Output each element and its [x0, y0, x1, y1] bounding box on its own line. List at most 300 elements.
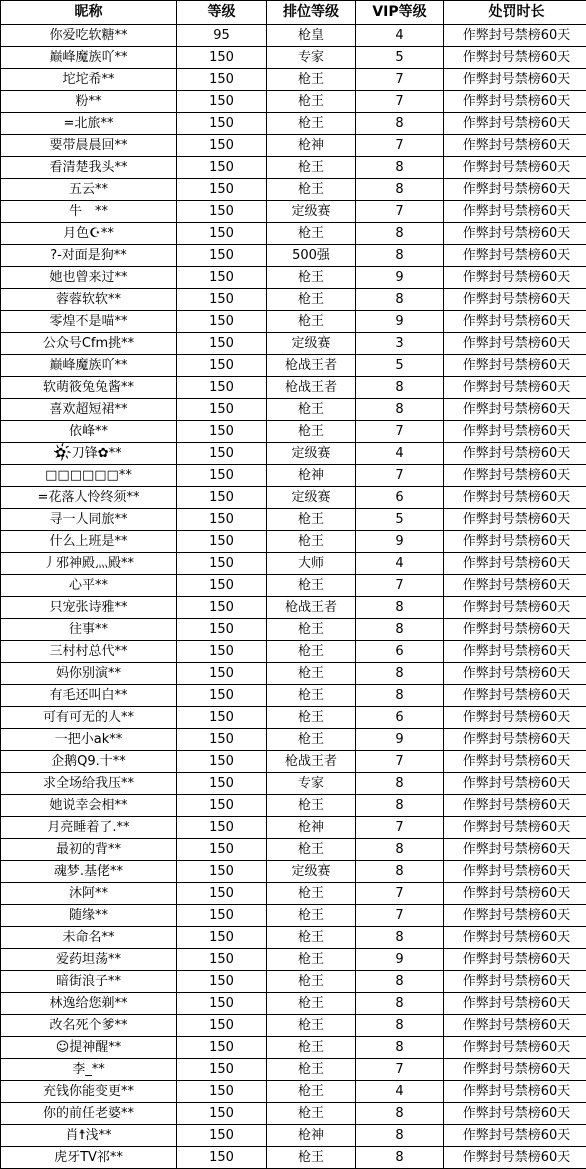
nickname-cell: 坨坨希** — [1, 69, 177, 91]
level-cell: 150 — [177, 773, 267, 795]
vip-level-cell: 8 — [356, 1125, 444, 1147]
nickname-cell: 粉** — [1, 91, 177, 113]
nickname-cell: 她也曾来过** — [1, 267, 177, 289]
nickname-cell: 只宠张诗雅** — [1, 597, 177, 619]
penalty-cell: 作弊封号禁榜60天 — [444, 707, 586, 729]
nickname-cell: 丿邪神殿灬殿** — [1, 553, 177, 575]
rank-level-cell: 枪王 — [267, 641, 356, 663]
level-cell: 150 — [177, 1125, 267, 1147]
level-cell: 150 — [177, 795, 267, 817]
rank-level-cell: 枪王 — [267, 1015, 356, 1037]
rank-level-cell: 枪战王者 — [267, 751, 356, 773]
table-row — [1, 289, 586, 311]
table-row — [1, 91, 586, 113]
vip-level-cell: 7 — [356, 905, 444, 927]
nickname-cell: =花落人怜终须** — [1, 487, 177, 509]
level-cell: 150 — [177, 861, 267, 883]
level-cell: 150 — [177, 157, 267, 179]
rank-level-cell: 枪王 — [267, 883, 356, 905]
penalty-cell: 作弊封号禁榜60天 — [444, 927, 586, 949]
rank-level-cell: 枪王 — [267, 223, 356, 245]
nickname-cell: 牛 ** — [1, 201, 177, 223]
nickname-cell: 月亮睡着了.** — [1, 817, 177, 839]
level-cell: 150 — [177, 333, 267, 355]
nickname-cell: 可有可无的人** — [1, 707, 177, 729]
nickname-cell: ✿҉刀锋✿** — [1, 443, 177, 465]
header-rank-level: 排位等级 — [267, 1, 356, 25]
level-cell: 150 — [177, 575, 267, 597]
nickname-cell: 公众号Cfm挑** — [1, 333, 177, 355]
level-cell: 150 — [177, 179, 267, 201]
level-cell: 150 — [177, 1015, 267, 1037]
level-cell: 150 — [177, 1147, 267, 1169]
nickname-cell: 她说幸会相** — [1, 795, 177, 817]
table-row — [1, 949, 586, 971]
nickname-cell: 改名死个爹** — [1, 1015, 177, 1037]
table-row — [1, 355, 586, 377]
table-row — [1, 905, 586, 927]
rank-level-cell: 枪王 — [267, 179, 356, 201]
vip-level-cell: 6 — [356, 707, 444, 729]
nickname-cell: 你的前任老婆** — [1, 1103, 177, 1125]
table-row — [1, 795, 586, 817]
level-cell: 150 — [177, 619, 267, 641]
level-cell: 150 — [177, 421, 267, 443]
nickname-cell: 看清楚我头** — [1, 157, 177, 179]
vip-level-cell: 4 — [356, 553, 444, 575]
table-row — [1, 927, 586, 949]
penalty-cell: 作弊封号禁榜60天 — [444, 267, 586, 289]
table-row — [1, 1125, 586, 1147]
rank-level-cell: 枪王 — [267, 839, 356, 861]
table-row — [1, 817, 586, 839]
rank-level-cell: 枪王 — [267, 927, 356, 949]
nickname-cell: 蓉蓉软软** — [1, 289, 177, 311]
level-cell: 150 — [177, 443, 267, 465]
vip-level-cell: 9 — [356, 729, 444, 751]
table-row — [1, 201, 586, 223]
level-cell: 150 — [177, 135, 267, 157]
table-row — [1, 135, 586, 157]
header-vip-level: VIP等级 — [356, 1, 444, 25]
nickname-cell: 充钱你能变更** — [1, 1081, 177, 1103]
rank-level-cell: 枪王 — [267, 1147, 356, 1169]
table-row — [1, 751, 586, 773]
level-cell: 150 — [177, 641, 267, 663]
nickname-cell: 沐阿** — [1, 883, 177, 905]
penalty-cell: 作弊封号禁榜60天 — [444, 1125, 586, 1147]
rank-level-cell: 枪王 — [267, 113, 356, 135]
header-nickname: 昵称 — [1, 1, 177, 25]
penalty-cell: 作弊封号禁榜60天 — [444, 861, 586, 883]
rank-level-cell: 定级赛 — [267, 333, 356, 355]
vip-level-cell: 7 — [356, 751, 444, 773]
nickname-cell: 妈你别演** — [1, 663, 177, 685]
penalty-cell: 作弊封号禁榜60天 — [444, 47, 586, 69]
rank-level-cell: 枪王 — [267, 289, 356, 311]
level-cell: 150 — [177, 1059, 267, 1081]
level-cell: 150 — [177, 927, 267, 949]
penalty-cell: 作弊封号禁榜60天 — [444, 69, 586, 91]
rank-level-cell: 定级赛 — [267, 201, 356, 223]
penalty-cell: 作弊封号禁榜60天 — [444, 113, 586, 135]
table-row — [1, 487, 586, 509]
table-row — [1, 179, 586, 201]
rank-level-cell: 枪神 — [267, 1125, 356, 1147]
table-row — [1, 685, 586, 707]
header-row — [1, 1, 586, 25]
level-cell: 150 — [177, 69, 267, 91]
level-cell: 150 — [177, 817, 267, 839]
vip-level-cell: 8 — [356, 993, 444, 1015]
nickname-cell: 一把小ak** — [1, 729, 177, 751]
nickname-cell: ☺提神醒** — [1, 1037, 177, 1059]
nickname-cell: 巅峰魔族吖** — [1, 355, 177, 377]
nickname-cell: 往事** — [1, 619, 177, 641]
table-row — [1, 157, 586, 179]
level-cell: 150 — [177, 223, 267, 245]
table-row — [1, 47, 586, 69]
table-row — [1, 729, 586, 751]
penalty-cell: 作弊封号禁榜60天 — [444, 245, 586, 267]
penalty-cell: 作弊封号禁榜60天 — [444, 795, 586, 817]
vip-level-cell: 8 — [356, 619, 444, 641]
vip-level-cell: 7 — [356, 91, 444, 113]
level-cell: 150 — [177, 597, 267, 619]
vip-level-cell: 7 — [356, 883, 444, 905]
rank-level-cell: 定级赛 — [267, 443, 356, 465]
penalty-cell: 作弊封号禁榜60天 — [444, 817, 586, 839]
penalty-cell: 作弊封号禁榜60天 — [444, 25, 586, 47]
table-row — [1, 839, 586, 861]
vip-level-cell: 6 — [356, 487, 444, 509]
table-row — [1, 619, 586, 641]
level-cell: 150 — [177, 883, 267, 905]
level-cell: 150 — [177, 355, 267, 377]
penalty-cell: 作弊封号禁榜60天 — [444, 91, 586, 113]
table-row — [1, 113, 586, 135]
nickname-cell: 爱药坦荡** — [1, 949, 177, 971]
level-cell: 150 — [177, 1103, 267, 1125]
rank-level-cell: 枪神 — [267, 817, 356, 839]
table-row — [1, 993, 586, 1015]
rank-level-cell: 枪王 — [267, 1059, 356, 1081]
level-cell: 150 — [177, 509, 267, 531]
vip-level-cell: 7 — [356, 135, 444, 157]
rank-level-cell: 枪战王者 — [267, 377, 356, 399]
rank-level-cell: 枪王 — [267, 971, 356, 993]
penalty-cell: 作弊封号禁榜60天 — [444, 399, 586, 421]
penalty-cell: 作弊封号禁榜60天 — [444, 751, 586, 773]
level-cell: 150 — [177, 1081, 267, 1103]
table-row — [1, 861, 586, 883]
nickname-cell: 虎牙TV祁** — [1, 1147, 177, 1169]
nickname-cell: 什么上班是** — [1, 531, 177, 553]
level-cell: 150 — [177, 751, 267, 773]
penalty-cell: 作弊封号禁榜60天 — [444, 1081, 586, 1103]
penalty-cell: 作弊封号禁榜60天 — [444, 333, 586, 355]
vip-level-cell: 7 — [356, 817, 444, 839]
nickname-cell: □□□□□□** — [1, 465, 177, 487]
penalty-cell: 作弊封号禁榜60天 — [444, 157, 586, 179]
rank-level-cell: 专家 — [267, 47, 356, 69]
vip-level-cell: 8 — [356, 1147, 444, 1169]
table-row — [1, 883, 586, 905]
rank-level-cell: 枪王 — [267, 575, 356, 597]
rank-level-cell: 500强 — [267, 245, 356, 267]
penalty-cell: 作弊封号禁榜60天 — [444, 883, 586, 905]
level-cell: 150 — [177, 267, 267, 289]
vip-level-cell: 8 — [356, 927, 444, 949]
rank-level-cell: 枪王 — [267, 729, 356, 751]
penalty-cell: 作弊封号禁榜60天 — [444, 971, 586, 993]
penalty-cell: 作弊封号禁榜60天 — [444, 685, 586, 707]
rank-level-cell: 枪王 — [267, 531, 356, 553]
level-cell: 150 — [177, 949, 267, 971]
table-row — [1, 1103, 586, 1125]
vip-level-cell: 7 — [356, 201, 444, 223]
nickname-cell: 你爱吃软糖** — [1, 25, 177, 47]
vip-level-cell: 8 — [356, 663, 444, 685]
penalty-cell: 作弊封号禁榜60天 — [444, 597, 586, 619]
table-row — [1, 311, 586, 333]
vip-level-cell: 6 — [356, 641, 444, 663]
vip-level-cell: 8 — [356, 223, 444, 245]
vip-level-cell: 8 — [356, 685, 444, 707]
penalty-cell: 作弊封号禁榜60天 — [444, 179, 586, 201]
nickname-cell: 肖☨浅** — [1, 1125, 177, 1147]
rank-level-cell: 枪战王者 — [267, 355, 356, 377]
rank-level-cell: 枪王 — [267, 685, 356, 707]
penalty-cell: 作弊封号禁榜60天 — [444, 1103, 586, 1125]
vip-level-cell: 5 — [356, 509, 444, 531]
vip-level-cell: 8 — [356, 289, 444, 311]
level-cell: 150 — [177, 993, 267, 1015]
rank-level-cell: 枪皇 — [267, 25, 356, 47]
vip-level-cell: 9 — [356, 267, 444, 289]
level-cell: 150 — [177, 729, 267, 751]
rank-level-cell: 枪神 — [267, 465, 356, 487]
nickname-cell: 最初的背** — [1, 839, 177, 861]
level-cell: 150 — [177, 465, 267, 487]
level-cell: 150 — [177, 399, 267, 421]
table-row — [1, 267, 586, 289]
nickname-cell: 寻一人同旅** — [1, 509, 177, 531]
level-cell: 150 — [177, 91, 267, 113]
rank-level-cell: 枪战王者 — [267, 597, 356, 619]
nickname-cell: =北旅** — [1, 113, 177, 135]
penalty-cell: 作弊封号禁榜60天 — [444, 729, 586, 751]
vip-level-cell: 8 — [356, 839, 444, 861]
level-cell: 150 — [177, 707, 267, 729]
table-row — [1, 399, 586, 421]
rank-level-cell: 枪神 — [267, 135, 356, 157]
header-penalty-duration: 处罚时长 — [444, 1, 586, 25]
nickname-cell: ?-对面是狗** — [1, 245, 177, 267]
rank-level-cell: 枪王 — [267, 663, 356, 685]
vip-level-cell: 5 — [356, 355, 444, 377]
rank-level-cell: 枪王 — [267, 157, 356, 179]
penalty-cell: 作弊封号禁榜60天 — [444, 531, 586, 553]
table-row — [1, 1147, 586, 1169]
nickname-cell: 五云** — [1, 179, 177, 201]
level-cell: 150 — [177, 531, 267, 553]
vip-level-cell: 8 — [356, 597, 444, 619]
table-row — [1, 1081, 586, 1103]
table-row — [1, 971, 586, 993]
nickname-cell: 依峰** — [1, 421, 177, 443]
penalty-cell: 作弊封号禁榜60天 — [444, 443, 586, 465]
vip-level-cell: 8 — [356, 245, 444, 267]
level-cell: 150 — [177, 113, 267, 135]
table-row — [1, 465, 586, 487]
vip-level-cell: 8 — [356, 1037, 444, 1059]
rank-level-cell: 枪王 — [267, 1081, 356, 1103]
table-row — [1, 69, 586, 91]
vip-level-cell: 9 — [356, 531, 444, 553]
vip-level-cell: 3 — [356, 333, 444, 355]
rank-level-cell: 枪王 — [267, 399, 356, 421]
level-cell: 150 — [177, 553, 267, 575]
rank-level-cell: 大师 — [267, 553, 356, 575]
nickname-cell: 未命名** — [1, 927, 177, 949]
level-cell: 95 — [177, 25, 267, 47]
rank-level-cell: 枪王 — [267, 795, 356, 817]
penalty-cell: 作弊封号禁榜60天 — [444, 465, 586, 487]
penalty-cell: 作弊封号禁榜60天 — [444, 311, 586, 333]
vip-level-cell: 7 — [356, 69, 444, 91]
vip-level-cell: 8 — [356, 1103, 444, 1125]
penalty-cell: 作弊封号禁榜60天 — [444, 509, 586, 531]
vip-level-cell: 8 — [356, 377, 444, 399]
level-cell: 150 — [177, 971, 267, 993]
penalty-cell: 作弊封号禁榜60天 — [444, 377, 586, 399]
penalty-cell: 作弊封号禁榜60天 — [444, 289, 586, 311]
vip-level-cell: 5 — [356, 47, 444, 69]
nickname-cell: 月色☪** — [1, 223, 177, 245]
penalty-cell: 作弊封号禁榜60天 — [444, 201, 586, 223]
penalty-cell: 作弊封号禁榜60天 — [444, 553, 586, 575]
table-row — [1, 597, 586, 619]
table-row — [1, 1037, 586, 1059]
vip-level-cell: 8 — [356, 157, 444, 179]
nickname-cell: 林逸给您剃** — [1, 993, 177, 1015]
level-cell: 150 — [177, 905, 267, 927]
nickname-cell: 要带晨晨回** — [1, 135, 177, 157]
rank-level-cell: 枪王 — [267, 1103, 356, 1125]
level-cell: 150 — [177, 839, 267, 861]
table-row — [1, 663, 586, 685]
rank-level-cell: 枪王 — [267, 707, 356, 729]
nickname-cell: 有毛还叫白** — [1, 685, 177, 707]
penalty-cell: 作弊封号禁榜60天 — [444, 1037, 586, 1059]
penalty-cell: 作弊封号禁榜60天 — [444, 993, 586, 1015]
vip-level-cell: 4 — [356, 25, 444, 47]
vip-level-cell: 7 — [356, 421, 444, 443]
penalty-cell: 作弊封号禁榜60天 — [444, 1015, 586, 1037]
nickname-cell: 三村村总代** — [1, 641, 177, 663]
vip-level-cell: 8 — [356, 773, 444, 795]
vip-level-cell: 7 — [356, 1059, 444, 1081]
vip-level-cell: 4 — [356, 443, 444, 465]
table-row — [1, 553, 586, 575]
nickname-cell: 魂梦.基佬** — [1, 861, 177, 883]
vip-level-cell: 8 — [356, 113, 444, 135]
rank-level-cell: 枪王 — [267, 421, 356, 443]
penalty-cell: 作弊封号禁榜60天 — [444, 619, 586, 641]
vip-level-cell: 7 — [356, 575, 444, 597]
penalty-cell: 作弊封号禁榜60天 — [444, 773, 586, 795]
table-row — [1, 421, 586, 443]
rank-level-cell: 枪王 — [267, 509, 356, 531]
table-row — [1, 707, 586, 729]
rank-level-cell: 枪王 — [267, 91, 356, 113]
table-row — [1, 773, 586, 795]
level-cell: 150 — [177, 311, 267, 333]
vip-level-cell: 8 — [356, 399, 444, 421]
nickname-cell: 李_** — [1, 1059, 177, 1081]
table-row — [1, 223, 586, 245]
rank-level-cell: 枪王 — [267, 993, 356, 1015]
nickname-cell: 零煌不是喵** — [1, 311, 177, 333]
level-cell: 150 — [177, 47, 267, 69]
nickname-cell: 企鹅Q9.十** — [1, 751, 177, 773]
penalty-cell: 作弊封号禁榜60天 — [444, 223, 586, 245]
rank-level-cell: 枪王 — [267, 69, 356, 91]
table-row — [1, 1059, 586, 1081]
vip-level-cell: 8 — [356, 179, 444, 201]
table-row — [1, 443, 586, 465]
nickname-cell: 喜欢超短裙** — [1, 399, 177, 421]
vip-level-cell: 8 — [356, 1015, 444, 1037]
penalty-cell: 作弊封号禁榜60天 — [444, 421, 586, 443]
rank-level-cell: 定级赛 — [267, 487, 356, 509]
vip-level-cell: 8 — [356, 861, 444, 883]
nickname-cell: 求全场给我压** — [1, 773, 177, 795]
vip-level-cell: 4 — [356, 1081, 444, 1103]
table-row — [1, 333, 586, 355]
penalty-cell: 作弊封号禁榜60天 — [444, 663, 586, 685]
nickname-cell: 暗街浪子** — [1, 971, 177, 993]
header-level: 等级 — [177, 1, 267, 25]
table-row — [1, 509, 586, 531]
table-row — [1, 1015, 586, 1037]
table-row — [1, 377, 586, 399]
rank-level-cell: 枪王 — [267, 949, 356, 971]
table-row — [1, 575, 586, 597]
level-cell: 150 — [177, 1037, 267, 1059]
table-row — [1, 531, 586, 553]
vip-level-cell: 9 — [356, 311, 444, 333]
vip-level-cell: 8 — [356, 795, 444, 817]
rank-level-cell: 枪王 — [267, 905, 356, 927]
nickname-cell: 巅峰魔族吖** — [1, 47, 177, 69]
level-cell: 150 — [177, 685, 267, 707]
penalty-cell: 作弊封号禁榜60天 — [444, 1059, 586, 1081]
penalty-cell: 作弊封号禁榜60天 — [444, 1147, 586, 1169]
penalty-cell: 作弊封号禁榜60天 — [444, 949, 586, 971]
rank-level-cell: 定级赛 — [267, 861, 356, 883]
nickname-cell: 心平** — [1, 575, 177, 597]
penalty-cell: 作弊封号禁榜60天 — [444, 355, 586, 377]
table-row — [1, 25, 586, 47]
rank-level-cell: 枪王 — [267, 311, 356, 333]
table-row — [1, 641, 586, 663]
penalty-cell: 作弊封号禁榜60天 — [444, 839, 586, 861]
level-cell: 150 — [177, 377, 267, 399]
level-cell: 150 — [177, 663, 267, 685]
penalty-cell: 作弊封号禁榜60天 — [444, 135, 586, 157]
